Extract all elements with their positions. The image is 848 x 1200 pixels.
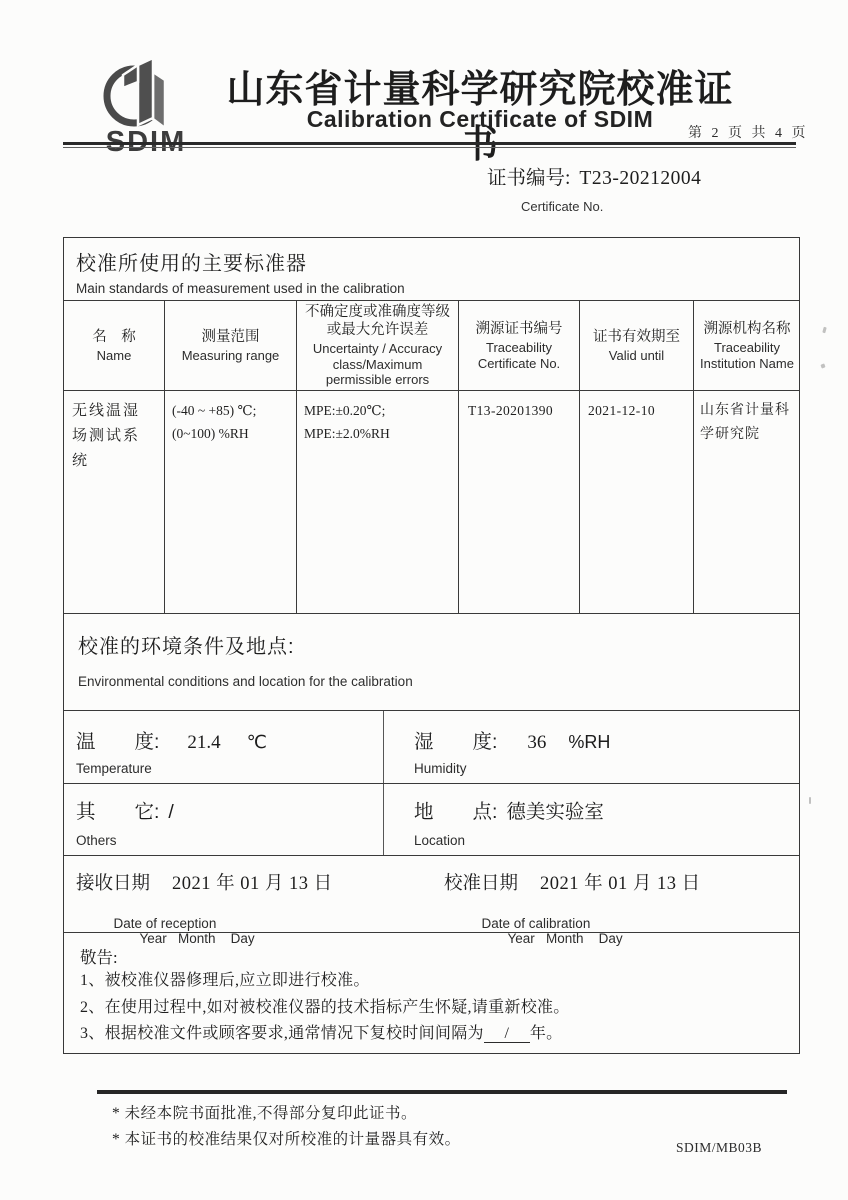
reception-date-en <box>76 901 255 961</box>
temperature-label-en: Temperature <box>76 761 152 776</box>
reception-date-units: Year Month Day <box>139 931 255 946</box>
temperature-value: 21.4 <box>187 732 221 753</box>
footer-note-2: * 本证书的校准结果仅对所校准的计量器具有效。 <box>112 1131 461 1148</box>
scan-speck <box>809 797 811 804</box>
sdim-logo-icon <box>98 56 188 132</box>
header-rule <box>63 142 796 148</box>
others-label-en: Others <box>76 833 117 848</box>
table-column-valid-until <box>579 301 693 613</box>
temperature-line <box>76 726 267 754</box>
table-cell-cert-no: T13-20201390 <box>468 403 554 418</box>
notice-item-1: 1、被校准仪器修理后,应立即进行校准。 <box>80 972 370 989</box>
reception-date-label-en: Date of reception <box>113 916 217 931</box>
scan-speck <box>820 363 825 368</box>
humidity-line <box>414 726 610 754</box>
form-number: SDIM/MB03B <box>676 1140 763 1155</box>
reception-date-cell <box>64 856 414 946</box>
page-number: 第 2 页 共 4 页 <box>688 126 809 141</box>
environment-title-cn: 校准的环境条件及地点: <box>78 636 295 658</box>
calibration-date-value: 2021 年 01 月 13 日 <box>540 874 701 894</box>
column-header-en: Valid until <box>608 347 665 363</box>
others-cell <box>64 784 384 855</box>
location-cell <box>384 784 799 855</box>
others-label: 其 它: <box>76 801 160 823</box>
location-label-en: Location <box>414 833 466 848</box>
table-cell-institution: 山东省计量科学研究院 <box>700 403 790 442</box>
environment-title-en: Environmental conditions and location for the calibration <box>78 674 413 689</box>
table-column-name <box>64 301 164 613</box>
temp-humidity-row <box>64 711 799 784</box>
humidity-label: 湿 度: <box>414 731 498 753</box>
table-column-range <box>164 301 296 613</box>
page-subtitle: Calibration Certificate of SDIM <box>306 106 654 132</box>
notice-item-2: 2、在使用过程中,如对被校准仪器的技术指标产生怀疑,请重新校准。 <box>80 998 570 1016</box>
standards-title-en: Main standards of measurement used in the calibration <box>76 281 405 296</box>
standards-table <box>64 301 799 614</box>
temperature-cell <box>64 711 384 783</box>
column-header-cn: 证书有效期至 <box>593 328 680 345</box>
range-line1: (-40 ~ +85) ℃; <box>172 403 257 418</box>
notice-item-3 <box>80 1021 783 1048</box>
certificate-number <box>487 162 701 190</box>
column-header <box>694 301 800 391</box>
notice-title: 敬告: <box>80 948 118 967</box>
column-header-cn: 名 称 <box>92 328 136 345</box>
location-value: 德美实验室 <box>506 801 604 823</box>
certificate-number-value: T23-20212004 <box>579 168 702 189</box>
page-title: 山东省计量科学研究院校准证书 <box>226 69 734 166</box>
column-header <box>297 301 458 391</box>
calibration-date-line <box>444 869 701 895</box>
column-header-cn: 不确定度或准确度等级或最大允许误差 <box>305 304 450 339</box>
column-header-en: Uncertainty / Accuracy class/Maximum permissible errors <box>312 341 443 388</box>
temperature-label: 温 度: <box>76 731 160 753</box>
mpe-line2: MPE:±2.0%RH <box>304 426 390 441</box>
range-line2: (0~100) %RH <box>172 426 249 441</box>
humidity-unit: %RH <box>568 732 611 752</box>
table-cell-mpe <box>297 391 458 613</box>
environment-section-header <box>64 614 799 711</box>
table-column-traceability-cert <box>458 301 579 613</box>
standards-section-header <box>64 238 799 301</box>
location-line <box>414 796 604 824</box>
calibration-date-units: Year Month Day <box>507 931 623 946</box>
others-line <box>76 796 174 824</box>
table-cell-name: 无线温湿场测试系统 <box>72 403 141 469</box>
notice-item-3-prefix: 3、根据校准文件或顾客要求,通常情况下复校时间间隔为 <box>80 1025 484 1042</box>
calibration-date-en <box>444 901 623 961</box>
scan-speck <box>822 327 826 334</box>
footer-rule <box>97 1090 787 1094</box>
reception-date-line <box>76 869 333 895</box>
column-header <box>459 301 579 391</box>
column-header-en: Traceability Institution Name <box>700 340 794 371</box>
logo-wordmark: SDIM <box>105 126 187 158</box>
column-header <box>64 301 164 391</box>
table-cell-valid-until: 2021-12-10 <box>588 403 655 418</box>
column-header-en: Measuring range <box>181 347 280 363</box>
location-label: 地 点: <box>414 801 498 823</box>
column-header-en: Name <box>96 347 132 363</box>
table-column-institution <box>693 301 800 613</box>
column-header-cn: 测量范围 <box>201 328 260 345</box>
recalibration-interval-blank: / <box>484 1025 530 1043</box>
main-box <box>63 237 800 1054</box>
humidity-cell <box>384 711 799 783</box>
calibration-date-cell <box>414 856 799 946</box>
calibration-date-label-en: Date of calibration <box>481 916 591 931</box>
footer-note-1: * 未经本院书面批准,不得部分复印此证书。 <box>112 1105 418 1122</box>
notice-item-3-suffix: 年。 <box>529 1025 563 1042</box>
column-header-en: Traceability Certificate No. <box>477 340 561 371</box>
standards-title-cn: 校准所使用的主要标准器 <box>76 253 307 275</box>
others-value: / <box>168 801 174 823</box>
humidity-value: 36 <box>527 732 547 753</box>
reception-date-label: 接收日期 <box>76 872 151 893</box>
others-location-row <box>64 784 799 856</box>
table-column-uncertainty <box>296 301 458 613</box>
calibration-date-label: 校准日期 <box>444 872 519 893</box>
mpe-line1: MPE:±0.20℃; <box>304 403 386 418</box>
certificate-number-label: 证书编号: <box>487 168 571 189</box>
column-header <box>580 301 693 391</box>
humidity-label-en: Humidity <box>414 761 467 776</box>
column-header-cn: 溯源证书编号 <box>475 321 563 337</box>
column-header <box>165 301 296 391</box>
reception-date-value: 2021 年 01 月 13 日 <box>172 874 333 894</box>
table-cell-range <box>165 391 296 613</box>
dates-row <box>64 856 799 946</box>
temperature-unit: ℃ <box>246 732 267 752</box>
column-header-cn: 溯源机构名称 <box>703 321 791 337</box>
certificate-number-label-en: Certificate No. <box>521 199 604 214</box>
